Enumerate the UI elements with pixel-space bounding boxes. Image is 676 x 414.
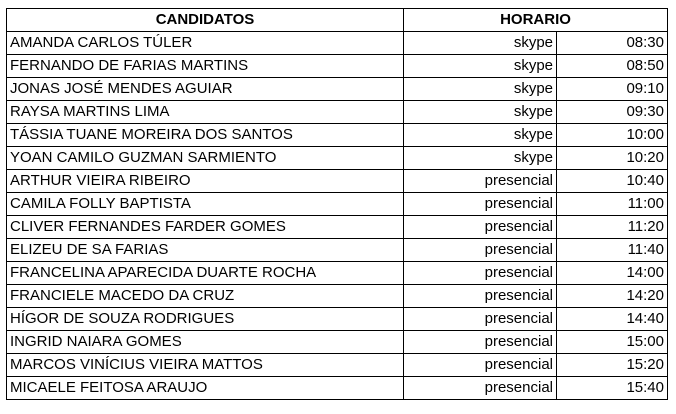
interview-time: 11:00	[557, 193, 668, 216]
candidate-name: YOAN CAMILO GUZMAN SARMIENTO	[7, 147, 404, 170]
interview-time: 15:20	[557, 354, 668, 377]
table-row	[7, 124, 668, 147]
interview-mode: presencial	[404, 331, 557, 354]
candidate-name: MARCOS VINÍCIUS VIEIRA MATTOS	[7, 354, 404, 377]
candidate-name: JONAS JOSÉ MENDES AGUIAR	[7, 78, 404, 101]
table-row	[7, 193, 668, 216]
table-row	[7, 55, 668, 78]
table-row	[7, 101, 668, 124]
interview-mode: skype	[404, 124, 557, 147]
candidate-name: MICAELE FEITOSA ARAUJO	[7, 377, 404, 400]
interview-mode: presencial	[404, 377, 557, 400]
interview-mode: presencial	[404, 239, 557, 262]
candidate-name: CLIVER FERNANDES FARDER GOMES	[7, 216, 404, 239]
interview-mode: presencial	[404, 308, 557, 331]
interview-mode: presencial	[404, 285, 557, 308]
table-row	[7, 32, 668, 55]
interview-time: 11:20	[557, 216, 668, 239]
interview-time: 09:30	[557, 101, 668, 124]
interview-time: 08:30	[557, 32, 668, 55]
candidate-name: ELIZEU DE SA FARIAS	[7, 239, 404, 262]
interview-mode: skype	[404, 32, 557, 55]
table-row	[7, 377, 668, 400]
interview-time: 10:00	[557, 124, 668, 147]
interview-mode: presencial	[404, 193, 557, 216]
interview-time: 10:20	[557, 147, 668, 170]
candidate-name: ARTHUR VIEIRA RIBEIRO	[7, 170, 404, 193]
interview-time: 14:00	[557, 262, 668, 285]
table-row	[7, 78, 668, 101]
table-row	[7, 170, 668, 193]
candidate-name: INGRID NAIARA GOMES	[7, 331, 404, 354]
table-row	[7, 285, 668, 308]
table-row	[7, 308, 668, 331]
header-row	[7, 9, 668, 32]
candidate-name: RAYSA MARTINS LIMA	[7, 101, 404, 124]
candidate-name: FRANCIELE MACEDO DA CRUZ	[7, 285, 404, 308]
candidate-name: FRANCELINA APARECIDA DUARTE ROCHA	[7, 262, 404, 285]
table-row	[7, 239, 668, 262]
interview-mode: presencial	[404, 262, 557, 285]
interview-mode: presencial	[404, 216, 557, 239]
interview-time: 14:40	[557, 308, 668, 331]
interview-mode: skype	[404, 78, 557, 101]
interview-mode: skype	[404, 101, 557, 124]
interview-time: 14:20	[557, 285, 668, 308]
interview-mode: presencial	[404, 354, 557, 377]
interview-time: 09:10	[557, 78, 668, 101]
interview-time: 15:00	[557, 331, 668, 354]
candidate-name: AMANDA CARLOS TÚLER	[7, 32, 404, 55]
interview-time: 15:40	[557, 377, 668, 400]
table-body	[7, 32, 668, 400]
candidate-name: TÁSSIA TUANE MOREIRA DOS SANTOS	[7, 124, 404, 147]
table-row	[7, 354, 668, 377]
table-row	[7, 147, 668, 170]
candidate-name: HÍGOR DE SOUZA RODRIGUES	[7, 308, 404, 331]
candidate-name: CAMILA FOLLY BAPTISTA	[7, 193, 404, 216]
interview-time: 10:40	[557, 170, 668, 193]
table-row	[7, 331, 668, 354]
header-schedule: HORARIO	[404, 9, 668, 32]
table-row	[7, 216, 668, 239]
interview-mode: presencial	[404, 170, 557, 193]
interview-time: 11:40	[557, 239, 668, 262]
interview-time: 08:50	[557, 55, 668, 78]
candidate-schedule-table	[6, 8, 668, 400]
table-row	[7, 262, 668, 285]
interview-mode: skype	[404, 147, 557, 170]
header-candidates: CANDIDATOS	[7, 9, 404, 32]
interview-mode: skype	[404, 55, 557, 78]
candidate-name: FERNANDO DE FARIAS MARTINS	[7, 55, 404, 78]
